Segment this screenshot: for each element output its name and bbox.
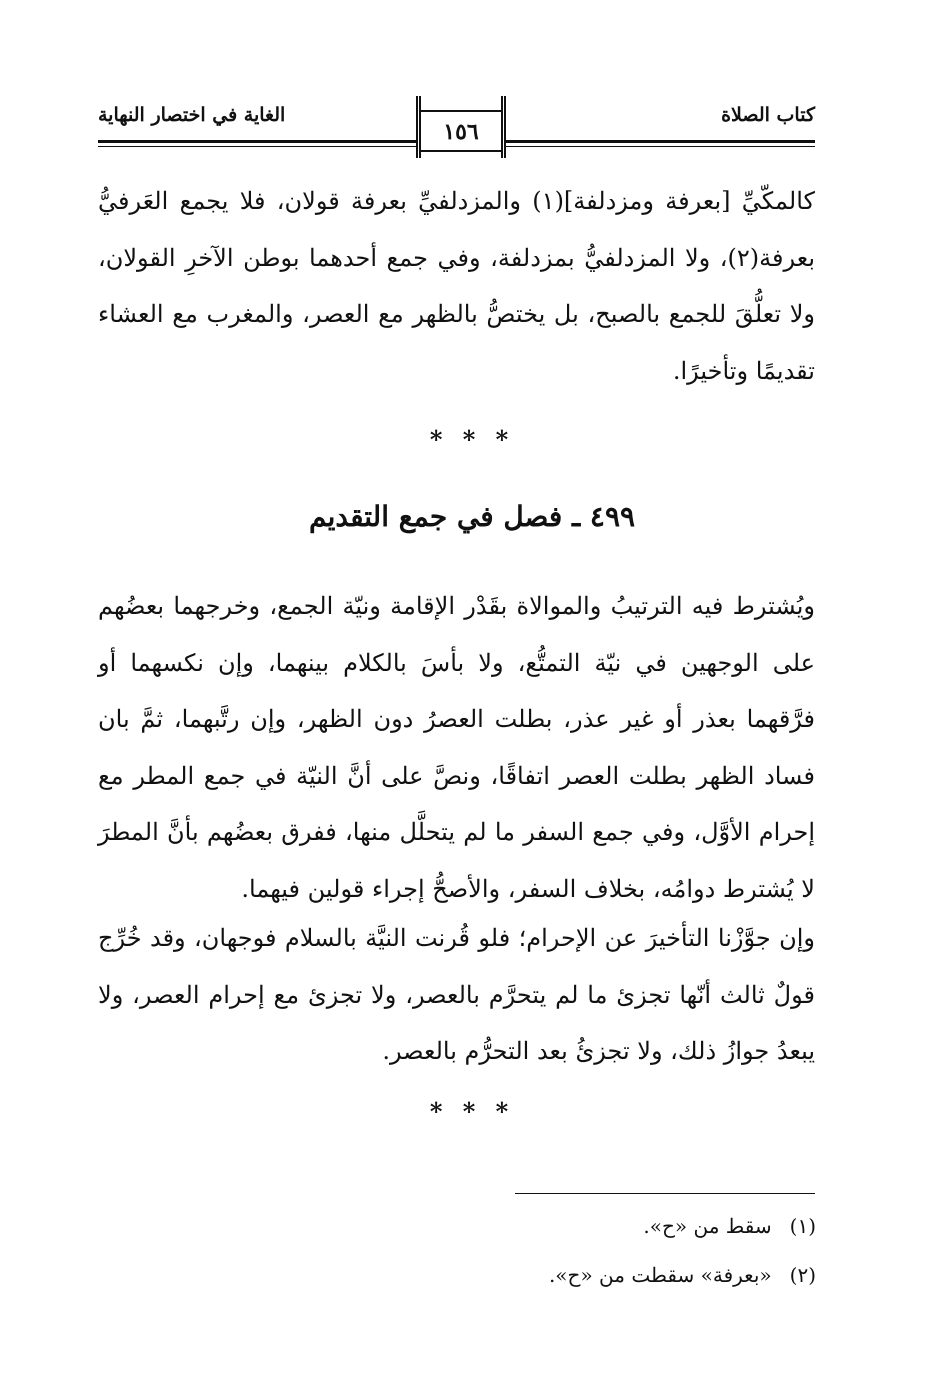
footnote-text: سقط من «ح».: [643, 1214, 772, 1238]
footnote-number: (١): [789, 1214, 816, 1238]
paragraph-delay: وإن جوَّزْنا التأخيرَ عن الإحرام؛ فلو قُرنت النيَّة بالسلام فوجهان، وقد خُرِّج قولٌ ثالث أنّها تجزئ ما لم يتحرَّم بالعصر، ولا تجزئ مع إحرام العصر، ولا يبعدُ جوازُ ذلك، ولا تجزئُ بعد التحرُّم بالعصر.: [98, 924, 815, 1065]
running-header: [98, 96, 815, 156]
footnote-text: «بعرفة» سقطت من «ح».: [548, 1263, 772, 1287]
section-heading: ٤٩٩ ـ فصل في جمع التقديم: [308, 500, 636, 533]
book-title-label: الغاية في اختصار النهاية: [98, 104, 286, 126]
footnote-1: [643, 1214, 816, 1238]
paragraph-continuation: كالمكّيِّ [بعرفة ومزدلفة](١) والمزدلفيِّ بعرفة قولان، فلا يجمع العَرفيُّ بعرفة(٢)، ولا المزدلفيُّ بمزدلفة، وفي جمع أحدهما بوطن الآخرِ القولان، ولا تعلُّقَ للجمع بالصبح، بل يختصُّ بالظهر مع العصر، والمغرب مع العشاء تقديمًا وتأخيرًا.: [98, 187, 815, 385]
footnote-divider: [515, 1193, 815, 1194]
page-number: ١٥٦: [443, 119, 479, 145]
footnote-number: (٢): [789, 1263, 816, 1287]
section-separator: * * *: [429, 1097, 515, 1126]
book-section-label: كتاب الصلاة: [721, 104, 815, 126]
footnote-2: [549, 1263, 816, 1287]
section-separator: * * *: [429, 425, 515, 454]
page-number-frame: [416, 96, 506, 158]
paragraph-conditions: ويُشترط فيه الترتيبُ والموالاة بقَدْر الإقامة ونيّة الجمع، وخرجهما بعضُهم على الوجهين في نيّة التمتُّع، ولا بأسَ بالكلام بينهما، وإن نكسهما أو فرَّقهما بعذر أو غير عذر، بطلت العصرُ دون الظهر، وإن رتَّبهما، ثمَّ بان فساد الظهر بطلت العصر اتفاقًا، ونصَّ على أنَّ النيّة في جمع المطر مع إحرام الأوَّل، وفي جمع السفر ما لم يتحلَّل منها، ففرق بعضُهم بأنَّ المطرَ لا يُشترط دوامُه، بخلاف السفر، والأصحُّ إجراء قولين فيهما.: [98, 592, 815, 903]
